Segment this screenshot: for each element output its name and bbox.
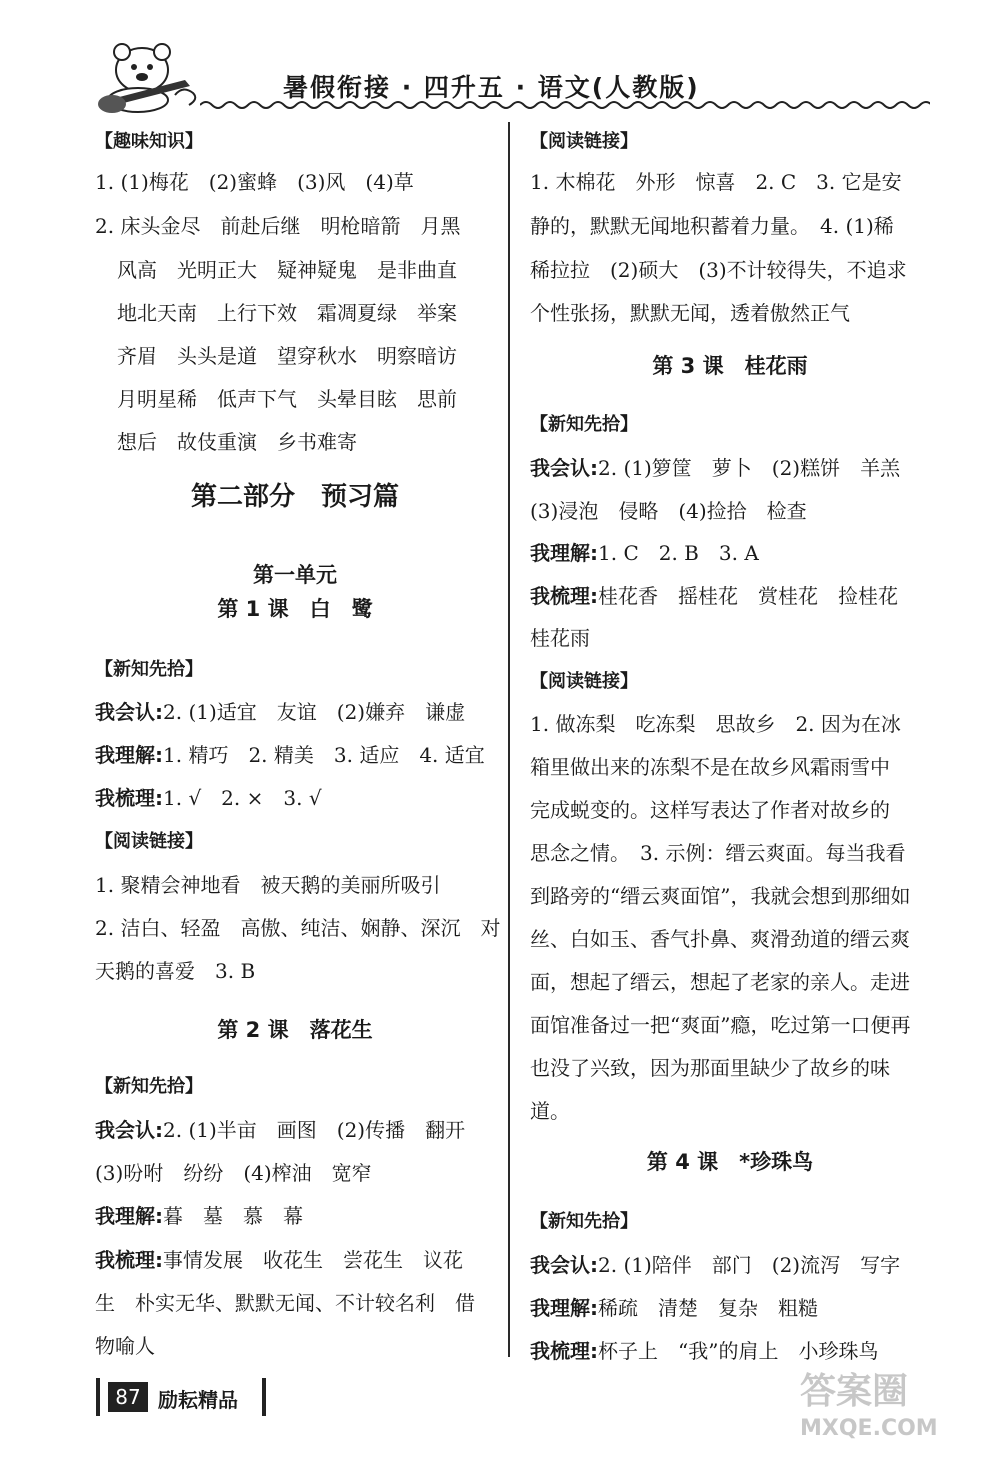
watermark-text: 答案圈 bbox=[800, 1371, 909, 1412]
answer-line: 天鹅的喜爱 3. B bbox=[95, 959, 256, 983]
label: 我理解: bbox=[530, 1296, 598, 1320]
section-heading: 【新知先拾】 bbox=[95, 1076, 203, 1097]
answer-text: 稀疏 清楚 复杂 粗糙 bbox=[598, 1296, 818, 1320]
label: 我梳理: bbox=[530, 1339, 598, 1363]
answer-line: 桂花雨 bbox=[530, 626, 590, 650]
page-header bbox=[0, 0, 1000, 120]
answer-line bbox=[530, 541, 759, 565]
label: 我理解: bbox=[530, 541, 598, 565]
answer-text: 1. C 2. B 3. A bbox=[598, 541, 759, 565]
lesson-title: 第 3 课 桂花雨 bbox=[652, 354, 808, 378]
answer-line: (3)吩咐 纷纷 (4)榨油 宽窄 bbox=[95, 1161, 372, 1185]
answer-line bbox=[95, 1248, 463, 1272]
answer-text: 事情发展 收花生 尝花生 议花 bbox=[163, 1248, 463, 1272]
watermark-logo bbox=[800, 1370, 990, 1465]
answer-text: 2. (1)箩筐 萝卜 (2)糕饼 羊羔 bbox=[598, 456, 901, 480]
answer-line: 1. 做冻梨 吃冻梨 思故乡 2. 因为在冰 bbox=[530, 712, 901, 736]
label: 我梳理: bbox=[95, 1248, 163, 1272]
answer-line: 丝、白如玉、香气扑鼻、爽滑劲道的缙云爽 bbox=[530, 927, 910, 951]
answer-line bbox=[95, 700, 465, 724]
section-heading: 【新知先拾】 bbox=[95, 659, 203, 680]
answer-line: 静的，默默无闻地积蓄着力量。 4. (1)稀 bbox=[530, 214, 894, 238]
watermark-url: MXQE.COM bbox=[800, 1416, 938, 1441]
answer-line: 1. 木棉花 外形 惊喜 2. C 3. 它是安 bbox=[530, 170, 902, 194]
answer-line: 想后 故伎重演 乡书难寄 bbox=[117, 430, 357, 454]
part-title: 第二部分 预习篇 bbox=[190, 482, 399, 512]
answer-text: 2. (1)陪伴 部门 (2)流泻 写字 bbox=[598, 1253, 901, 1277]
answer-line: (3)浸泡 侵略 (4)捡拾 检查 bbox=[530, 499, 807, 523]
answer-line: 齐眉 头头是道 望穿秋水 明察暗访 bbox=[117, 344, 457, 368]
label: 我会认: bbox=[95, 700, 163, 724]
section-heading: 【新知先拾】 bbox=[530, 414, 638, 435]
section-heading: 【阅读链接】 bbox=[530, 671, 638, 692]
lesson-title: 第 4 课 *珍珠鸟 bbox=[646, 1150, 814, 1174]
answer-line bbox=[95, 1204, 303, 1228]
answer-text: 桂花香 摇桂花 赏桂花 捡桂花 bbox=[598, 584, 898, 608]
answer-line bbox=[530, 1339, 878, 1363]
answer-line: 风高 光明正大 疑神疑鬼 是非曲直 bbox=[117, 258, 457, 282]
header-title: 暑假衔接 · 四升五 · 语文(人教版) bbox=[283, 73, 700, 102]
answer-line bbox=[95, 743, 485, 767]
page-number: 87 bbox=[108, 1382, 148, 1412]
answer-text: 2. (1)半亩 画图 (2)传播 翻开 bbox=[163, 1118, 466, 1142]
footer-bar bbox=[96, 1378, 100, 1416]
wavy-divider bbox=[200, 98, 930, 112]
answer-text: 2. (1)适宜 友谊 (2)嫌弃 谦虚 bbox=[163, 700, 466, 724]
footer-bar bbox=[262, 1378, 266, 1416]
label: 我理解: bbox=[95, 1204, 163, 1228]
label: 我会认: bbox=[530, 1253, 598, 1277]
section-heading: 【阅读链接】 bbox=[95, 831, 203, 852]
section-heading: 【趣味知识】 bbox=[95, 131, 203, 152]
label: 我梳理: bbox=[95, 786, 163, 810]
answer-text: 1. 精巧 2. 精美 3. 适应 4. 适宜 bbox=[163, 743, 485, 767]
answer-line bbox=[95, 1118, 465, 1142]
lesson-title: 第 1 课 白 鹭 bbox=[217, 597, 373, 621]
answer-line: 生 朴实无华、默默无闻、不计较名利 借 bbox=[95, 1291, 475, 1315]
answer-line: 思念之情。 3. 示例：缙云爽面。每当我看 bbox=[530, 841, 906, 865]
answer-text: 暮 墓 慕 幕 bbox=[163, 1204, 303, 1228]
answer-line: 个性张扬，默默无闻，透着傲然正气 bbox=[530, 301, 850, 325]
answer-line: 到路旁的“缙云爽面馆”，我就会想到那细如 bbox=[530, 884, 911, 908]
answer-line: 2. 床头金尽 前赴后继 明枪暗箭 月黑 bbox=[95, 214, 461, 238]
bear-guitar-icon bbox=[90, 40, 205, 115]
answer-line: 道。 bbox=[530, 1099, 570, 1123]
label: 我梳理: bbox=[530, 584, 598, 608]
answer-line bbox=[530, 584, 898, 608]
answer-line: 地北天南 上行下效 霜凋夏绿 举案 bbox=[117, 301, 457, 325]
answer-line: 1. (1)梅花 (2)蜜蜂 (3)风 (4)草 bbox=[95, 170, 414, 194]
answer-line bbox=[530, 456, 900, 480]
page-footer bbox=[90, 1378, 280, 1422]
label: 我理解: bbox=[95, 743, 163, 767]
answer-line: 物喻人 bbox=[95, 1334, 155, 1358]
lesson-title: 第 2 课 落花生 bbox=[217, 1018, 373, 1042]
answer-line: 1. 聚精会神地看 被天鹅的美丽所吸引 bbox=[95, 873, 441, 897]
answer-line: 稀拉拉 (2)硕大 (3)不计较得失，不追求 bbox=[530, 258, 907, 282]
section-heading: 【新知先拾】 bbox=[530, 1211, 638, 1232]
answer-text: 杯子上 “我”的肩上 小珍珠鸟 bbox=[598, 1339, 879, 1363]
answer-line: 完成蜕变的。这样写表达了作者对故乡的 bbox=[530, 798, 890, 822]
label: 我会认: bbox=[530, 456, 598, 480]
brand-name: 励耘精品 bbox=[158, 1388, 238, 1412]
answer-line bbox=[95, 786, 322, 810]
answer-line: 2. 洁白、轻盈 高傲、纯洁、娴静、深沉 对 bbox=[95, 916, 501, 940]
section-heading: 【阅读链接】 bbox=[530, 131, 638, 152]
answer-line bbox=[530, 1253, 900, 1277]
column-divider bbox=[508, 122, 510, 1357]
label: 我会认: bbox=[95, 1118, 163, 1142]
answer-line: 月明星稀 低声下气 头晕目眩 思前 bbox=[117, 387, 457, 411]
answer-line: 面馆准备过一把“爽面”瘾，吃过第一口便再 bbox=[530, 1013, 911, 1037]
answer-line: 面，想起了缙云，想起了老家的亲人。走进 bbox=[530, 970, 910, 994]
answer-line: 箱里做出来的冻梨不是在故乡风霜雨雪中 bbox=[530, 755, 890, 779]
answer-line bbox=[530, 1296, 818, 1320]
answer-line: 也没了兴致，因为那面里缺少了故乡的味 bbox=[530, 1056, 890, 1080]
answer-text: 1. √ 2. × 3. √ bbox=[163, 786, 322, 810]
unit-title: 第一单元 bbox=[253, 563, 337, 587]
